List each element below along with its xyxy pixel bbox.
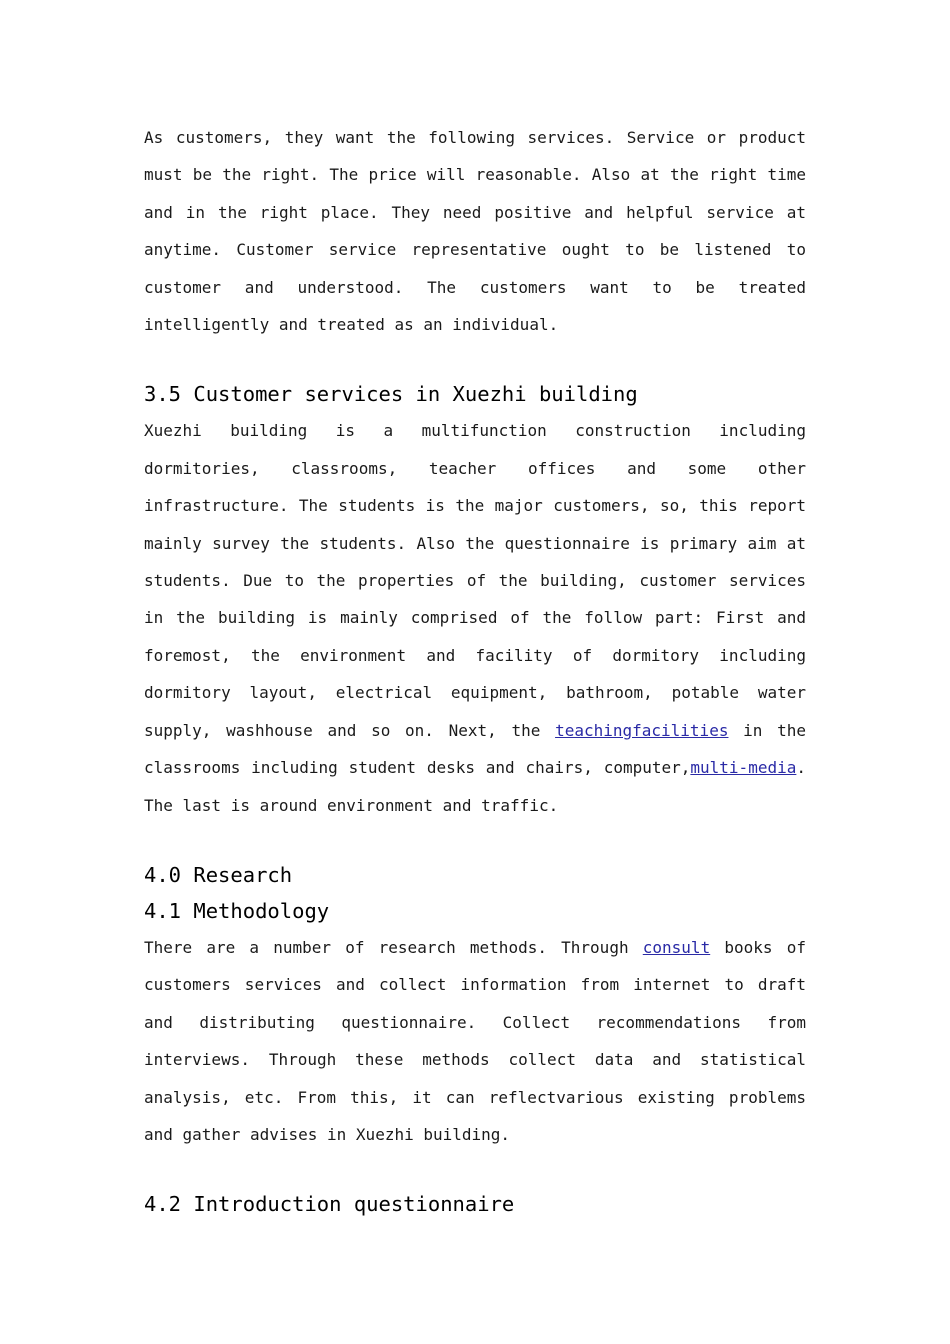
consult-link[interactable]: consult [642, 937, 711, 957]
section-3-5-text-1: Xuezhi building is a multifunction construction including dormitories, classrooms, teacher offices and some other infrastructure. The students is the major customers, so, this report mainly survey the students. Also the questionnaire is primary aim at students. Due to the properties of the building, customer services in the building is mainly comprised of the follow part: First and foremost, the environment and facility of dormitory including dormitory layout, electrical equipment, bathroom, potable water supply, washhouse and so on. Next, the [144, 421, 806, 740]
section-3-5-heading: 3.5 Customer services in Xuezhi building [144, 382, 638, 407]
section-4-2-heading: 4.2 Introduction questionnaire [144, 1192, 515, 1217]
section-4-1-paragraph [144, 929, 806, 1153]
section-4-1-heading: 4.1 Methodology [144, 898, 330, 923]
section-4-0-heading: 4.0 Research [144, 862, 293, 887]
section-3-5-text-3: . The last is around environment and traffic. [144, 758, 806, 815]
spacer [144, 1153, 806, 1186]
section-3-5-paragraph [144, 412, 806, 823]
section-3-5-text-2: in the classrooms including student desks and chairs, computer, [144, 720, 806, 778]
section-4-1-text-2: books of customers services and collect information from internet to draft and distributing questionnaire. Collect recommendations from interviews. Through these methods collect data and statistical analysis, etc. From this, it can reflectvarious existing problems and gather advises in Xuezhi building. [144, 937, 806, 1144]
teachingfacilities-link[interactable]: teachingfacilities [555, 720, 729, 740]
document-page [144, 119, 806, 1222]
section-4-1-text-1: There are a number of research methods. Through [144, 937, 643, 957]
spacer [144, 824, 806, 857]
intro-paragraph: As customers, they want the following services. Service or product must be the right. The price will reasonable. Also at the right time and in the right place. They need positive and helpful service at anytime. Customer service representative ought to be listened to customer and understood. The customers want to be treated intelligently and treated as an individual. [144, 128, 806, 335]
multi-media-link[interactable]: multi-media [690, 758, 797, 778]
spacer [144, 343, 806, 376]
